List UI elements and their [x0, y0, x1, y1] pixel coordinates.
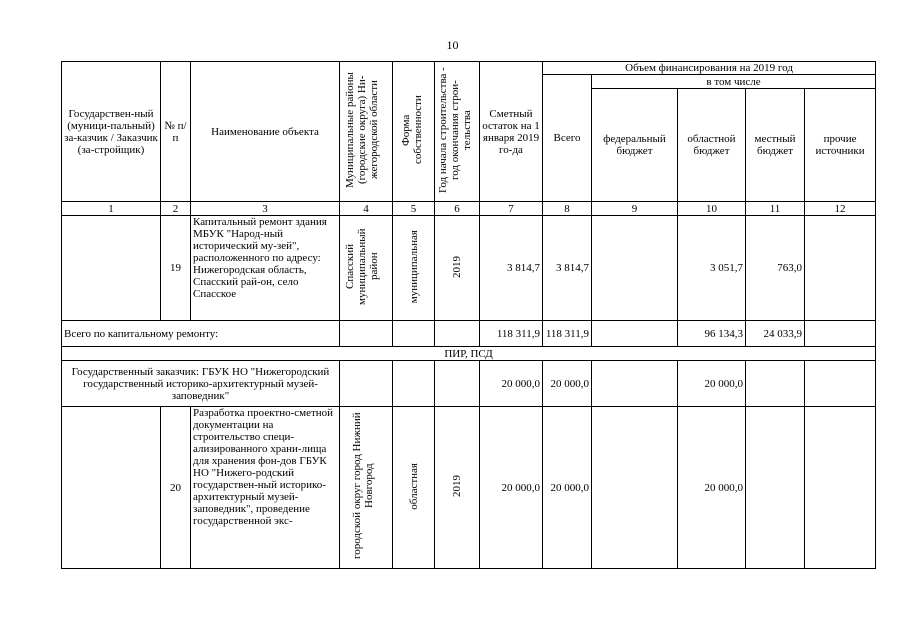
row19-local: 763,0 — [746, 216, 805, 321]
row20-municipal-cell — [340, 407, 393, 569]
row20-year: 2019 — [451, 475, 463, 497]
header-ownership: Форма собственности — [399, 95, 424, 165]
empty-cell — [340, 361, 393, 407]
column-number: 1 — [62, 202, 161, 216]
customer-row-regional: 20 000,0 — [678, 361, 746, 407]
customer-row-balance: 20 000,0 — [480, 361, 543, 407]
header-regional: областной бюджет — [678, 89, 746, 202]
column-number: 8 — [543, 202, 592, 216]
empty-cell — [592, 407, 678, 569]
header-total: Всего — [543, 75, 592, 202]
row20-num: 20 — [161, 407, 191, 569]
empty-cell — [746, 407, 805, 569]
header-including: в том числе — [592, 75, 876, 89]
header-years-cell — [435, 62, 480, 202]
capital-total-balance: 118 311,9 — [480, 321, 543, 347]
table-row — [62, 321, 876, 347]
row19-customer — [62, 216, 161, 321]
table-row — [62, 216, 876, 321]
column-number: 6 — [435, 202, 480, 216]
header-municipal: Муниципальные районы (городские округа) Ни-жегородской области — [344, 72, 380, 188]
header-name: Наименование объекта — [191, 62, 340, 202]
header-ownership-cell — [393, 62, 435, 202]
row19-municipal-cell — [340, 216, 393, 321]
row20-balance: 20 000,0 — [480, 407, 543, 569]
page-number: 10 — [446, 38, 459, 52]
row19-ownership: муниципальная — [407, 229, 420, 304]
row20-name: Разработка проектно-сметной документации на строительство специ-ализированного храни-лища для хранения фон-дов ГБУК НО "Нижего-родский государствен-ный историко-архитектурный музей-заповедник", проведение государственной экс- — [191, 407, 340, 569]
column-number: 7 — [480, 202, 543, 216]
capital-total-label: Всего по капитальному ремонту: — [62, 321, 340, 347]
header-num: № п/п — [161, 62, 191, 202]
row20-customer — [62, 407, 161, 569]
row20-municipal: городской округ город Нижний Новгород — [351, 412, 375, 560]
empty-cell — [805, 361, 876, 407]
empty-cell — [805, 407, 876, 569]
capital-total-total: 118 311,9 — [543, 321, 592, 347]
empty-cell — [592, 321, 678, 347]
header-local: местный бюджет — [746, 89, 805, 202]
header-federal: федеральный бюджет — [592, 89, 678, 202]
column-number: 2 — [161, 202, 191, 216]
customer-row-total: 20 000,0 — [543, 361, 592, 407]
empty-cell — [393, 361, 435, 407]
column-number: 11 — [746, 202, 805, 216]
table-row — [62, 407, 876, 569]
empty-cell — [746, 361, 805, 407]
capital-total-local: 24 033,9 — [746, 321, 805, 347]
row19-municipal: Спасский муниципальный район — [344, 228, 380, 305]
row19-ownership-cell — [393, 216, 435, 321]
column-number: 3 — [191, 202, 340, 216]
empty-cell — [435, 361, 480, 407]
table-row — [62, 361, 876, 407]
customer-row-text: Государственный заказчик: ГБУК НО "Нижегородский государственный историко-архитектурный музей-заповедник" — [62, 361, 340, 407]
column-number: 9 — [592, 202, 678, 216]
header-other: прочие источники — [805, 89, 876, 202]
empty-cell — [340, 321, 393, 347]
row19-num: 19 — [161, 216, 191, 321]
financing-table — [61, 61, 876, 569]
column-number: 12 — [805, 202, 876, 216]
header-funding: Объем финансирования на 2019 год — [543, 62, 876, 75]
column-number: 10 — [678, 202, 746, 216]
header-municipal-cell — [340, 62, 393, 202]
empty-cell — [435, 321, 480, 347]
row19-year: 2019 — [451, 255, 463, 278]
row19-regional: 3 051,7 — [678, 216, 746, 321]
header-balance: Сметный остаток на 1 января 2019 го-да — [480, 62, 543, 202]
row19-other — [805, 216, 876, 321]
header-years: Год начала строительства - год окончания строи-тельства — [437, 67, 473, 193]
row19-total: 3 814,7 — [543, 216, 592, 321]
row20-total: 20 000,0 — [543, 407, 592, 569]
row19-federal — [592, 216, 678, 321]
row19-balance: 3 814,7 — [480, 216, 543, 321]
column-number: 4 — [340, 202, 393, 216]
row20-year-cell — [435, 407, 480, 569]
row19-year-cell — [435, 216, 480, 321]
capital-total-regional: 96 134,3 — [678, 321, 746, 347]
empty-cell — [393, 321, 435, 347]
row20-ownership: областная — [407, 462, 420, 510]
row20-ownership-cell — [393, 407, 435, 569]
row19-name: Капитальный ремонт здания МБУК "Народ-ный исторический му-зей", расположенного по адресу: Нижегородская область, Спасский рай-он, село Спасское — [191, 216, 340, 321]
section-title: ПИР, ПСД — [62, 347, 876, 361]
header-customer: Государствен-ный (муници-пальный) за-казчик / Заказчик (за-стройщик) — [62, 62, 161, 202]
row20-regional: 20 000,0 — [678, 407, 746, 569]
column-number: 5 — [393, 202, 435, 216]
empty-cell — [805, 321, 876, 347]
empty-cell — [592, 361, 678, 407]
